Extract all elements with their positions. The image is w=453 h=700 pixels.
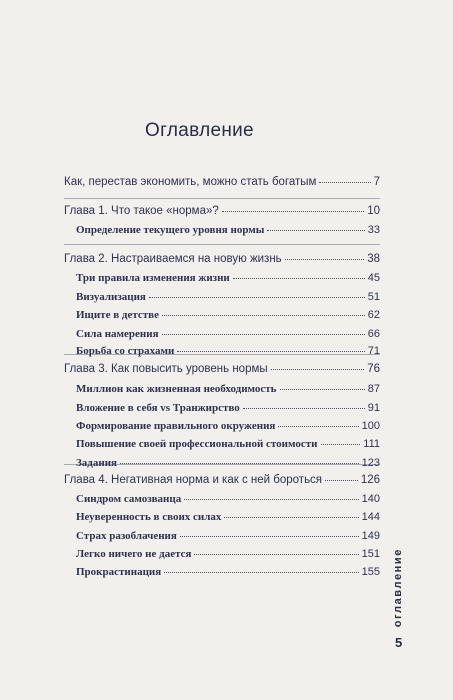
- entry-title: Неуверенность в своих силах: [76, 511, 222, 523]
- entry-title: Как, перестав экономить, можно стать богатым: [64, 176, 317, 188]
- entry-page-number: 76: [367, 363, 380, 375]
- toc-chapter-entry: [64, 363, 380, 375]
- entry-page-number: 149: [361, 530, 380, 542]
- entry-title: Миллион как жизненная необходимость: [76, 383, 277, 395]
- entry-title: Вложение в себя vs Транжирство: [76, 402, 240, 414]
- entry-page-number: 144: [361, 511, 380, 523]
- toc-section-entry: [76, 548, 380, 560]
- entry-page-number: 140: [361, 493, 380, 505]
- entry-page-number: 155: [361, 566, 380, 578]
- entry-page-number: 10: [367, 205, 380, 217]
- entry-page-number: 38: [367, 253, 380, 265]
- toc-section-entry: [76, 530, 380, 542]
- entry-page-number: 123: [361, 457, 380, 469]
- toc-chapter-entry: [64, 205, 380, 217]
- entry-page-number: 51: [367, 291, 380, 303]
- toc-section-entry: [76, 272, 380, 284]
- entry-page-number: 33: [367, 224, 380, 236]
- entry-title: Ищите в детстве: [76, 309, 159, 321]
- dot-leader: [267, 229, 364, 231]
- dot-leader: [321, 443, 361, 445]
- dot-leader: [120, 462, 359, 464]
- entry-page-number: 7: [373, 176, 380, 188]
- entry-page-number: 100: [361, 420, 380, 432]
- entry-title: Легко ничего не дается: [76, 548, 192, 560]
- dot-leader: [149, 296, 365, 298]
- entry-title: Глава 1. Что такое «норма»?: [64, 205, 219, 217]
- toc-section-entry: [76, 224, 380, 236]
- dot-leader: [243, 407, 365, 409]
- toc-chapter-entry: [64, 474, 380, 486]
- dot-leader: [278, 425, 358, 427]
- entry-title: Три правила изменения жизни: [76, 272, 230, 284]
- section-divider: [64, 244, 380, 245]
- dot-leader: [194, 553, 358, 555]
- toc-section-entry: [76, 566, 380, 578]
- dot-leader: [271, 368, 365, 370]
- dot-leader: [280, 388, 365, 390]
- entry-title: Глава 3. Как повысить уровень нормы: [64, 363, 268, 375]
- dot-leader: [319, 181, 370, 183]
- toc-section-entry: [76, 457, 380, 469]
- page-number: 5: [395, 635, 403, 650]
- entry-title: Визуализация: [76, 291, 146, 303]
- toc-section-entry: [76, 511, 380, 523]
- entry-page-number: 87: [367, 383, 380, 395]
- toc-section-entry: [76, 420, 380, 432]
- dot-leader: [162, 314, 365, 316]
- entry-title: Глава 4. Негативная норма и как с ней бороться: [64, 474, 323, 486]
- dot-leader: [184, 498, 358, 500]
- dot-leader: [233, 277, 365, 279]
- entry-page-number: 71: [367, 345, 380, 357]
- entry-title: Сила намерения: [76, 328, 159, 340]
- dot-leader: [180, 535, 359, 537]
- toc-section-entry: [76, 309, 380, 321]
- dot-leader: [325, 479, 358, 481]
- entry-page-number: 45: [367, 272, 380, 284]
- dot-leader: [222, 210, 364, 212]
- toc-section-entry: [76, 383, 380, 395]
- entry-title: Повышение своей профессиональной стоимости: [76, 438, 318, 450]
- toc-section-entry: [76, 438, 380, 450]
- entry-page-number: 66: [367, 328, 380, 340]
- entry-page-number: 126: [360, 474, 380, 486]
- section-divider: [64, 198, 380, 199]
- page-title: Оглавление: [145, 120, 254, 141]
- entry-page-number: 151: [361, 548, 380, 560]
- toc-section-entry: [76, 345, 380, 357]
- toc-section-entry: [76, 291, 380, 303]
- dot-leader: [285, 258, 365, 260]
- dot-leader: [177, 350, 364, 352]
- entry-title: Определение текущего уровня нормы: [76, 224, 265, 236]
- entry-title: Страх разоблачения: [76, 530, 177, 542]
- entry-page-number: 111: [363, 438, 380, 450]
- entry-page-number: 91: [367, 402, 380, 414]
- toc-section-entry: [76, 328, 380, 340]
- entry-title: Синдром самозванца: [76, 493, 182, 505]
- entry-title: Задания: [76, 457, 117, 469]
- entry-title: Формирование правильного окружения: [76, 420, 276, 432]
- toc-section-entry: [76, 493, 380, 505]
- toc-section-entry: [76, 402, 380, 414]
- toc-chapter-entry: [64, 176, 380, 188]
- dot-leader: [224, 516, 358, 518]
- running-header: оглавление: [392, 548, 404, 628]
- toc-chapter-entry: [64, 253, 380, 265]
- entry-title: Борьба со страхами: [76, 345, 175, 357]
- dot-leader: [162, 333, 365, 335]
- dot-leader: [164, 571, 358, 573]
- entry-title: Прокрастинация: [76, 566, 162, 578]
- entry-title: Глава 2. Настраиваемся на новую жизнь: [64, 253, 282, 265]
- entry-page-number: 62: [367, 309, 380, 321]
